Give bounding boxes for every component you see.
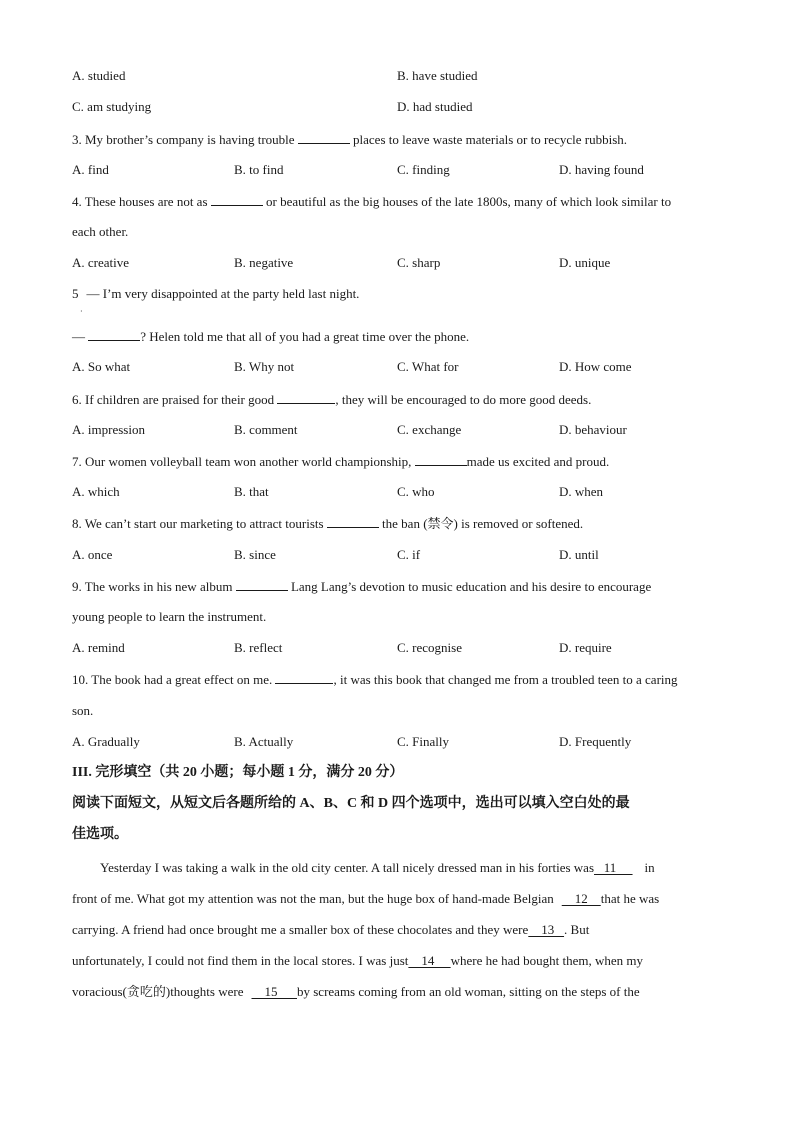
passage-l5-before: voracious(贪吃的)thoughts were <box>72 984 244 999</box>
passage-l4-before: unfortunately, I could not find them in the local stores. I was just <box>72 953 409 968</box>
q4-blank <box>211 193 263 206</box>
passage-l1-after: in <box>644 860 655 875</box>
q8-stem-before: 8. We can’t start our marketing to attract tourists <box>72 516 324 531</box>
q2-option-c: C. am studying <box>72 99 152 114</box>
q10-stem-line2: son. <box>72 703 94 718</box>
section-instruction-line1: 阅读下面短文，从短文后各题所给的 A、B、C 和 D 四个选项中，选出可以填入空白处的最 <box>72 796 630 811</box>
q3-option-d: D. having found <box>559 162 644 177</box>
q6-option-a: A. impression <box>72 422 145 437</box>
q7-stem-before: 7. Our women volleyball team won another world championship, <box>72 454 412 469</box>
q3-option-b: B. to find <box>234 162 284 177</box>
q4-option-c: C. sharp <box>397 255 441 270</box>
q9-stem-after: Lang Lang’s devotion to music education and his desire to encourage <box>290 579 652 594</box>
q7-option-b: B. that <box>234 484 269 499</box>
q8-option-b: B. since <box>234 547 276 562</box>
q9-stem-before: 9. The works in his new album <box>72 579 233 594</box>
q10-option-a: A. Gradually <box>72 734 140 749</box>
q5-dash: — <box>72 329 85 344</box>
q8-option-a: A. once <box>72 547 113 562</box>
q9-stem-line2: young people to learn the instrument. <box>72 609 267 624</box>
q7-stem <box>72 453 609 470</box>
q2-option-b: B. have studied <box>397 68 478 83</box>
q9-option-b: B. reflect <box>234 640 283 655</box>
q4-stem-before: 4. These houses are not as <box>72 194 208 209</box>
q9-option-c: C. recognise <box>397 640 462 655</box>
q10-stem-after: , it was this book that changed me from a troubled teen to a caring <box>333 672 678 687</box>
q3-stem-before: 3. My brother’s company is having trouble <box>72 132 295 147</box>
passage-line-3 <box>72 922 589 938</box>
q7-stem-after: made us excited and proud. <box>466 454 610 469</box>
q6-stem-after: , they will be encouraged to do more good deeds. <box>335 392 592 407</box>
q5-line1 <box>72 286 359 302</box>
q4-option-b: B. negative <box>234 255 294 270</box>
q3-option-a: A. find <box>72 162 109 177</box>
q10-option-b: B. Actually <box>234 734 294 749</box>
q5-line1-text: — I’m very disappointed at the party held last night. <box>86 286 360 301</box>
q6-blank <box>277 391 335 404</box>
passage-l3-after: . But <box>564 922 590 937</box>
passage-l5-after: by screams coming from an old woman, sitting on the steps of the <box>297 984 640 999</box>
q3-blank <box>298 131 350 144</box>
passage-line-2 <box>72 891 659 907</box>
passage-line-1 <box>100 860 655 876</box>
q5-line2 <box>72 328 469 345</box>
q9-stem <box>72 578 651 595</box>
q8-stem <box>72 515 583 532</box>
q9-option-d: D. require <box>559 640 612 655</box>
passage-line-5 <box>72 984 640 1000</box>
q5-dot: · <box>80 307 83 316</box>
passage-l2-after: that he was <box>600 891 660 906</box>
q5-blank <box>88 328 140 341</box>
q10-stem-before: 10. The book had a great effect on me. <box>72 672 273 687</box>
section-title: III. 完形填空（共 20 小题；每小题 1 分，满分 20 分） <box>72 765 404 780</box>
q7-blank <box>415 453 467 466</box>
q9-option-a: A. remind <box>72 640 125 655</box>
q2-option-a: A. studied <box>72 68 126 83</box>
passage-l2-before: front of me. What got my attention was not the man, but the huge box of hand-made Belgian <box>72 891 554 906</box>
q6-stem-before: 6. If children are praised for their good <box>72 392 275 407</box>
q6-stem <box>72 391 591 408</box>
blank-12: 12 <box>561 891 601 906</box>
q4-option-a: A. creative <box>72 255 130 270</box>
blank-13: 13 <box>528 922 565 937</box>
q5-option-d: D. How come <box>559 359 632 374</box>
passage-l3-before: carrying. A friend had once brought me a smaller box of these chocolates and they were <box>72 922 529 937</box>
q10-stem <box>72 671 678 688</box>
q4-stem-after: or beautiful as the big houses of the late 1800s, many of which look similar to <box>266 194 672 209</box>
q4-stem <box>72 193 671 210</box>
section-instruction-line2: 佳选项。 <box>72 827 128 842</box>
blank-14: 14 <box>408 953 451 968</box>
q5-option-b: B. Why not <box>234 359 295 374</box>
q6-option-c: C. exchange <box>397 422 462 437</box>
q5-number: 5 <box>72 286 79 301</box>
blank-15: 15 <box>251 984 297 999</box>
blank-11: 11 <box>594 860 633 875</box>
passage-line-4 <box>72 953 643 969</box>
q3-option-c: C. finding <box>397 162 450 177</box>
q8-option-d: D. until <box>559 547 599 562</box>
q6-option-d: D. behaviour <box>559 422 627 437</box>
passage-l4-after: where he had bought them, when my <box>450 953 644 968</box>
q2-option-d: D. had studied <box>397 99 473 114</box>
passage-l1-before: Yesterday I was taking a walk in the old city center. A tall nicely dressed man in his forties was <box>100 860 595 875</box>
q9-blank <box>236 578 288 591</box>
q4-option-d: D. unique <box>559 255 611 270</box>
q8-stem-after: the ban (禁令) is removed or softened. <box>382 516 584 531</box>
q7-option-a: A. which <box>72 484 120 499</box>
q8-option-c: C. if <box>397 547 421 562</box>
q10-option-d: D. Frequently <box>559 734 632 749</box>
q5-line2-after: ? Helen told me that all of you had a great time over the phone. <box>140 329 470 344</box>
q3-stem <box>72 131 627 148</box>
q7-option-d: D. when <box>559 484 604 499</box>
q10-blank <box>275 671 333 684</box>
q6-option-b: B. comment <box>234 422 298 437</box>
q7-option-c: C. who <box>397 484 435 499</box>
q5-option-a: A. So what <box>72 359 131 374</box>
q8-blank <box>327 515 379 528</box>
q10-option-c: C. Finally <box>397 734 450 749</box>
q3-stem-after: places to leave waste materials or to recycle rubbish. <box>353 132 628 147</box>
q4-stem-line2: each other. <box>72 224 129 239</box>
q5-option-c: C. What for <box>397 359 459 374</box>
